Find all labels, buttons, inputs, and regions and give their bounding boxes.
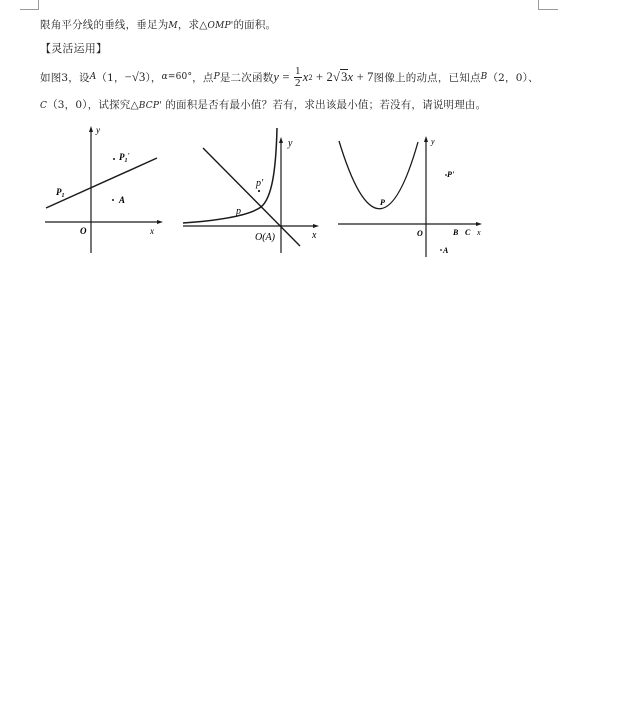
math-var: OMP' [207, 21, 234, 31]
origin-label-3: O [417, 229, 423, 238]
sqrt-icon: √ [333, 69, 341, 84]
line-2 [203, 148, 300, 246]
p-label: p [236, 206, 241, 217]
math-var: x [347, 69, 354, 84]
text: ）， [145, 71, 162, 84]
text: （1， [96, 71, 125, 84]
y-label-3: y [431, 137, 435, 146]
b-label: B [453, 228, 459, 237]
exponent: 2 [308, 72, 313, 82]
text: + 2 [312, 69, 334, 84]
x-label-3: x [477, 228, 481, 237]
arrow-right-icon [157, 220, 163, 224]
text: 的面积。 [233, 19, 277, 31]
a-label-3: A [443, 246, 449, 255]
c-label: C [465, 228, 471, 237]
math-var: α [161, 72, 168, 82]
math-var: x [302, 69, 309, 84]
y-label-2: y [288, 138, 293, 149]
a-label: A [119, 195, 126, 205]
text: 如图3，设 [40, 71, 90, 84]
arrow-up-icon [89, 126, 93, 132]
math-var: A [89, 72, 97, 82]
p-prime-label: p' [256, 178, 264, 189]
point-a [112, 199, 114, 201]
point-a-3 [440, 249, 442, 251]
parabola [339, 141, 418, 209]
text: 是二次函数 [219, 71, 274, 84]
math-expr: −√3 [124, 69, 146, 84]
sqrt-radicand: 3 [341, 70, 348, 84]
p-label-3: P [380, 198, 385, 207]
math-var: P [213, 72, 220, 82]
text: 的面积是否有最小值？若有，求出该最小值；若没有，请说明理由。 [161, 99, 487, 111]
figure-1 [0, 0, 617, 270]
p1-label: $P_1$ [56, 187, 65, 199]
text: （3，0），试探究△ [47, 99, 139, 111]
origin-label: O [80, 226, 87, 236]
point-p-prime [258, 190, 260, 192]
arrow-right-icon [313, 224, 319, 228]
math-var: y [273, 69, 280, 84]
text: 图像上的动点，已知点 [373, 71, 481, 84]
text: =60° [167, 72, 193, 82]
math-var: C [40, 101, 48, 111]
arrow-right-icon [476, 222, 482, 226]
text: = [279, 69, 293, 84]
text: 限角平分线的垂线，垂足为 [40, 19, 169, 31]
arrow-up-icon [279, 137, 283, 143]
math-var: BCP' [138, 101, 162, 111]
y-label: y [96, 125, 100, 135]
text: ，点 [192, 71, 214, 84]
fraction-denominator: 2 [295, 76, 301, 89]
text: + 7 [353, 69, 374, 84]
p-prime-label-3: P' [447, 170, 455, 179]
point-p1-prime [113, 158, 115, 160]
text: （2，0）、 [487, 71, 539, 84]
origin-label-2: O(A) [255, 232, 275, 243]
p1-prime-label: $P_1'$ [119, 152, 130, 164]
math-var: M [168, 21, 178, 31]
fraction-numerator: 1 [295, 64, 301, 77]
line [46, 158, 157, 208]
text: ，求△ [177, 19, 208, 31]
arrow-up-icon [424, 136, 428, 142]
math-var: B [480, 72, 488, 82]
x-label-2: x [312, 230, 317, 241]
x-label: x [150, 226, 154, 236]
section-heading: 【灵活运用】 [40, 42, 108, 55]
